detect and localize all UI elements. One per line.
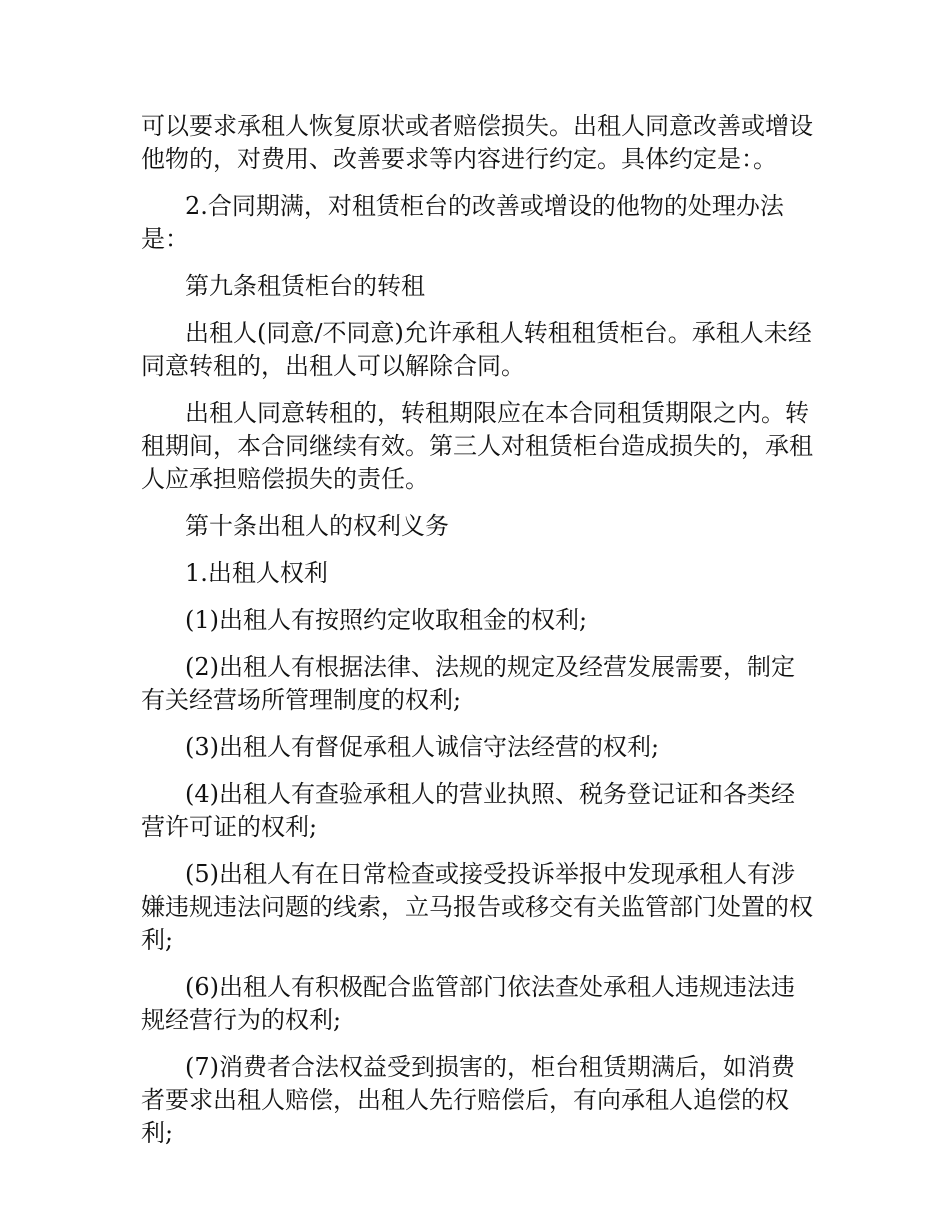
list-item-right-6: (6)出租人有积极配合监管部门依法查处承租人违规违法违规经营行为的权利; bbox=[141, 973, 795, 1034]
list-item-right-7: (7)消费者合法权益受到损害的，柜台租赁期满后，如消费者要求出租人赔偿，出租人先行赔偿后，有向承租人追偿的权利; bbox=[141, 1053, 795, 1147]
paragraph-sublease-consent: 出租人(同意/不同意)允许承租人转租租赁柜台。承租人未经同意转租的，出租人可以解除合同。 bbox=[141, 319, 812, 380]
heading-article-9-sublease: 第九条租赁柜台的转租 bbox=[185, 272, 425, 300]
list-item-right-4: (4)出租人有查验承租人的营业执照、税务登记证和各类经营许可证的权利; bbox=[141, 780, 795, 841]
paragraph-sublease-term: 出租人同意转租的，转租期限应在本合同租赁期限之内。转租期间，本合同继续有效。第三人对租赁柜台造成损失的，承租人应承担赔偿损失的责任。 bbox=[141, 399, 813, 493]
list-item-right-3: (3)出租人有督促承租人诚信守法经营的权利; bbox=[185, 733, 660, 761]
heading-lessor-rights: 1.出租人权利 bbox=[185, 559, 328, 587]
paragraph-restore-or-compensate: 可以要求承租人恢复原状或者赔偿损失。出租人同意改善或增设他物的，对费用、改善要求等内容进行约定。具体约定是：。 bbox=[141, 112, 813, 173]
list-item-right-5: (5)出租人有在日常检查或接受投诉举报中发现承租人有涉嫌违规违法问题的线索，立马报告或移交有关监管部门处置的权利; bbox=[141, 860, 813, 954]
document-body bbox=[141, 110, 813, 1164]
list-item-right-1: (1)出租人有按照约定收取租金的权利; bbox=[185, 606, 588, 634]
paragraph-contract-expiry-handling: 2.合同期满，对租赁柜台的改善或增设的他物的处理办法是： bbox=[141, 192, 784, 253]
list-item-right-2: (2)出租人有根据法律、法规的规定及经营发展需要，制定有关经营场所管理制度的权利; bbox=[141, 653, 795, 714]
heading-article-10-lessor-rights: 第十条出租人的权利义务 bbox=[185, 512, 449, 540]
